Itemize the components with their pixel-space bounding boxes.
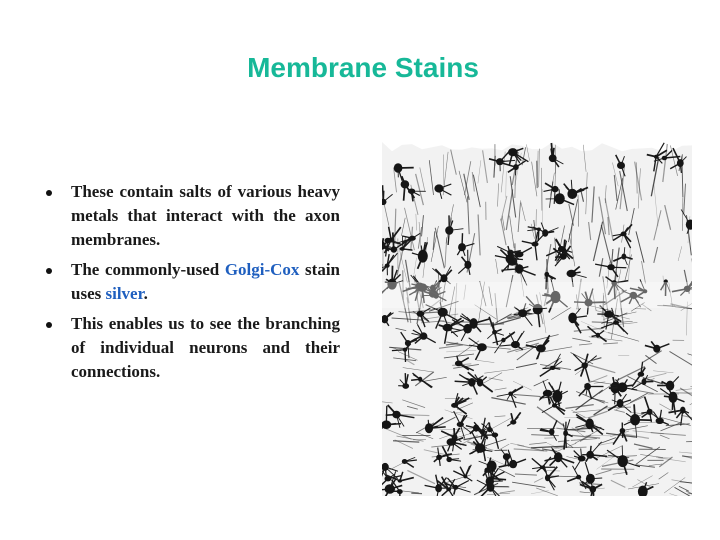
highlight-term-silver: silver	[105, 284, 144, 303]
bullet-item	[40, 258, 340, 306]
bullet-item	[40, 312, 340, 384]
bullet-dot-icon	[46, 190, 52, 196]
bullet-text: These contain salts of various heavy metals that interact with the axon membranes.	[71, 182, 340, 249]
bullet-list	[40, 180, 340, 390]
bullet-text: .	[143, 284, 148, 303]
bullet-dot-icon	[46, 268, 52, 274]
highlight-term-golgi-cox: Golgi-Cox	[224, 260, 300, 279]
bullet-item	[40, 180, 340, 252]
bullet-text: stain uses	[71, 260, 340, 303]
slide-title: Membrane Stains	[247, 52, 479, 83]
neuron-micrograph-image	[382, 132, 692, 496]
bullet-text: The commonly-used	[71, 260, 225, 279]
bullet-text: This enables us to see the branching of individual neurons and their connections.	[71, 314, 340, 381]
golgi-stain-micrograph	[382, 132, 692, 496]
bullet-dot-icon	[46, 322, 52, 328]
